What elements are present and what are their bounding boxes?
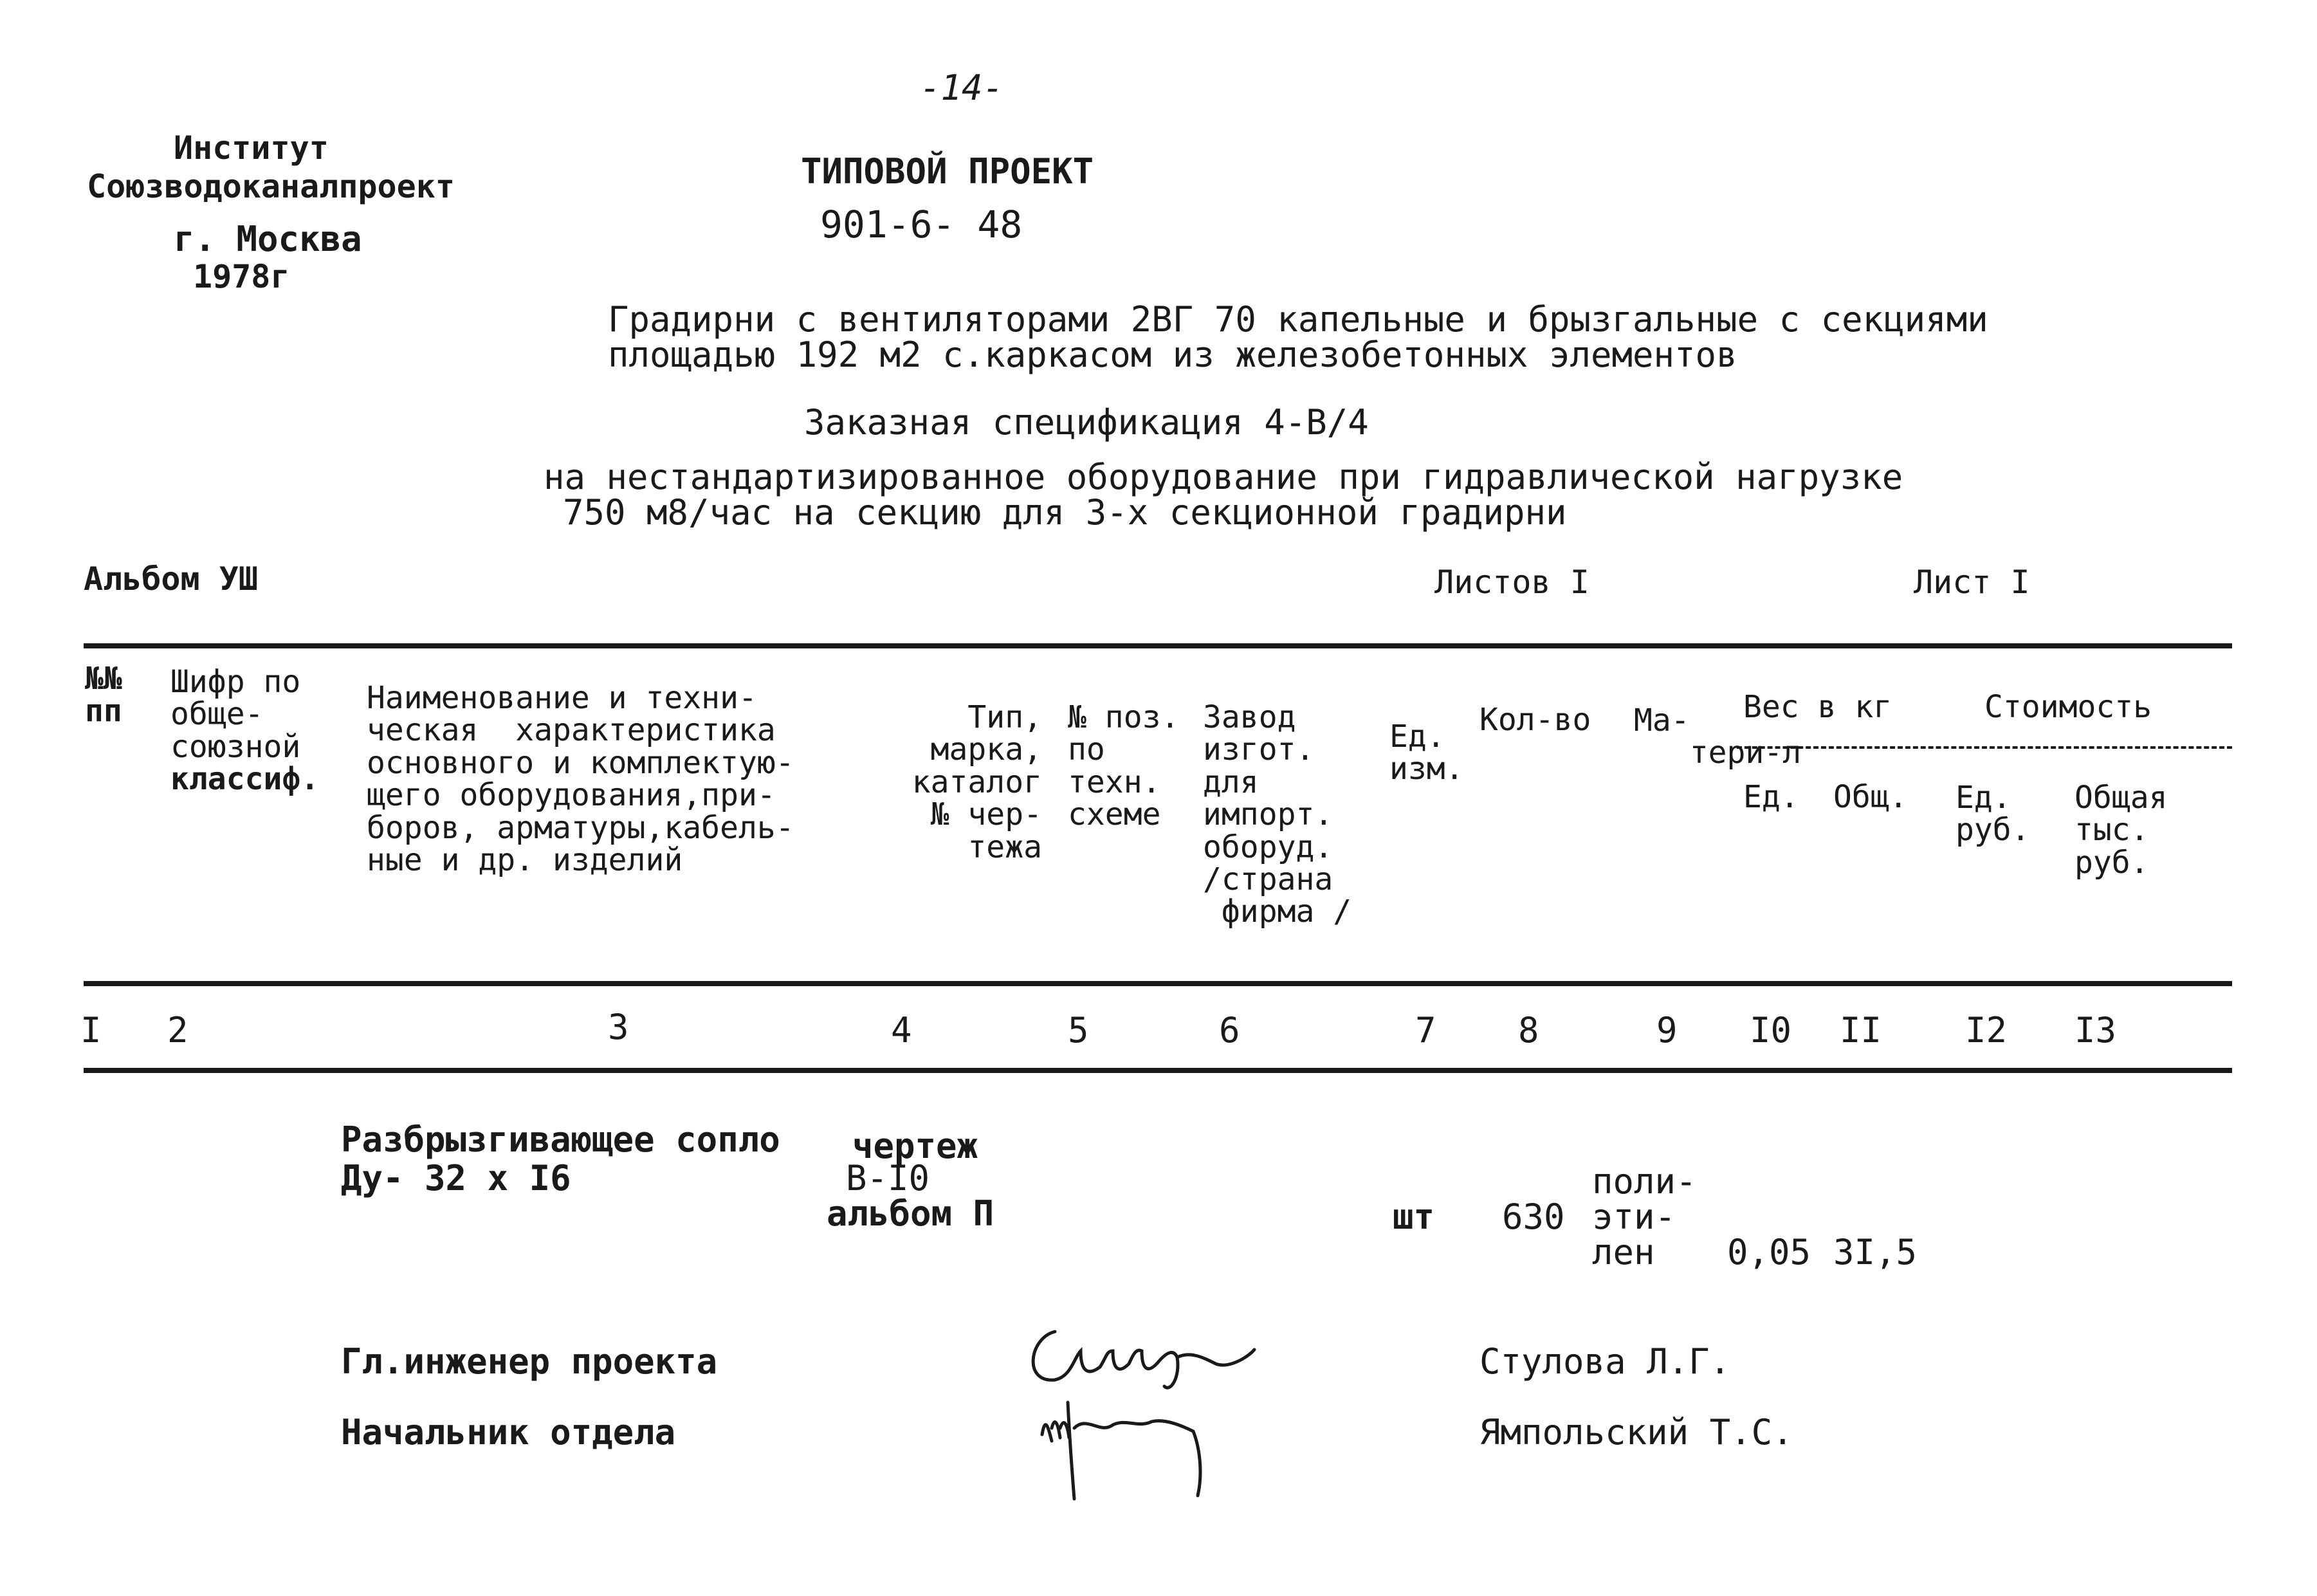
spec-subtitle-line-1: на нестандартизированное оборудование при гидравлической нагрузке xyxy=(544,457,1903,497)
header-material: Ма- тери-л xyxy=(1634,702,1802,771)
col-number-7: 7 xyxy=(1415,1010,1436,1050)
header-name-description: Наименование и техни- ческая характеристика основного и комплектую- щего оборудования,при- боров, арматуры,кабель- ные и др. изделий xyxy=(367,680,794,878)
row-name-line-1: Разбрызгивающее сопло xyxy=(341,1119,780,1160)
row-material-line-1: поли- xyxy=(1592,1161,1697,1202)
header-scheme-position: № поз. по техн. схеме xyxy=(1068,699,1180,833)
row-quantity: 630 xyxy=(1502,1197,1565,1237)
col-number-9: 9 xyxy=(1656,1010,1678,1050)
header-manufacturer: Завод изгот. для импорт. оборуд. /страна фирма / xyxy=(1203,699,1352,930)
header-type-mark: Тип, марка, каталог № чер- тежа xyxy=(911,699,1042,865)
header-cost: Стоимость xyxy=(1984,689,2152,725)
page-number: -14- xyxy=(920,68,1004,108)
header-row-number: №№ пп xyxy=(85,661,122,729)
header-weight-unit: Ед. xyxy=(1743,779,1799,815)
col-number-6: 6 xyxy=(1219,1010,1240,1050)
institute-label: Институт xyxy=(174,129,329,167)
row-weight-unit: 0,05 xyxy=(1727,1232,1811,1272)
sheet-number: Лист I xyxy=(1914,564,2030,601)
table-top-rule xyxy=(84,643,2232,648)
header-cost-unit: Ед. руб. xyxy=(1955,780,2030,848)
col-number-10: I0 xyxy=(1750,1010,1792,1050)
row-material-line-2: эти- xyxy=(1592,1197,1676,1237)
row-weight-total: 3I,5 xyxy=(1833,1232,1918,1272)
col-number-3: 3 xyxy=(608,1007,629,1047)
header-quantity: Кол-во xyxy=(1479,702,1591,738)
row-type-line-2: В-I0 xyxy=(846,1158,930,1198)
col-number-2: 2 xyxy=(167,1010,188,1050)
col-number-1: I xyxy=(80,1010,102,1050)
col-number-4: 4 xyxy=(891,1010,912,1050)
col-number-11: II xyxy=(1840,1010,1882,1050)
row-unit: шт xyxy=(1393,1197,1435,1237)
header-weight-total: Общ. xyxy=(1833,779,1908,815)
row-name-line-2: Ду- 32 х I6 xyxy=(341,1158,571,1198)
row-material-line-3: лен xyxy=(1592,1232,1655,1272)
col-number-13: I3 xyxy=(2074,1010,2117,1050)
description-line-2: площадью 192 м2 с.каркасом из железобетонных элементов xyxy=(608,335,1737,375)
header-unit: Ед. изм. xyxy=(1389,719,1464,787)
header-divider-dashed xyxy=(1737,746,2232,749)
header-classifier-code: Шифр по обще- союзной классиф. xyxy=(170,664,320,798)
album-label: Альбом УШ xyxy=(84,560,258,598)
header-weight: Вес в кг xyxy=(1743,689,1892,725)
col-number-12: I2 xyxy=(1965,1010,2008,1050)
signature-name-department-head: Ямпольский Т.С. xyxy=(1479,1412,1793,1453)
signature-role-department-head: Начальник отдела xyxy=(341,1412,676,1453)
col-numbers-bottom-rule xyxy=(84,1068,2232,1073)
signature-name-chief-engineer: Стулова Л.Г. xyxy=(1479,1341,1731,1382)
row-type-line-3: альбом П xyxy=(827,1193,994,1234)
spec-title: Заказная спецификация 4-В/4 xyxy=(804,402,1369,443)
handwritten-signature-2 xyxy=(1029,1390,1222,1505)
institute-year: 1978г xyxy=(193,258,290,295)
institute-city: г. Москва xyxy=(174,219,362,259)
project-code: 901-6- 48 xyxy=(820,203,1023,246)
col-number-5: 5 xyxy=(1068,1010,1089,1050)
spec-subtitle-line-2: 750 м8/час на секцию для 3-х секционной градирни xyxy=(563,492,1567,533)
description-line-1: Градирни с вентиляторами 2ВГ 70 капельные и брызгальные с секциями xyxy=(608,299,1988,340)
project-label: ТИПОВОЙ ПРОЕКТ xyxy=(801,151,1094,192)
header-bottom-rule xyxy=(84,981,2232,986)
handwritten-signature-1 xyxy=(1010,1312,1280,1396)
row-type-line-1: чертеж xyxy=(852,1126,978,1166)
signature-role-chief-engineer: Гл.инженер проекта xyxy=(341,1341,718,1382)
sheets-count: Листов I xyxy=(1434,564,1589,601)
col-number-8: 8 xyxy=(1518,1010,1539,1050)
institute-name: Союзводоканалпроект xyxy=(87,168,455,205)
header-cost-total: Общая тыс. руб. xyxy=(2074,780,2168,881)
